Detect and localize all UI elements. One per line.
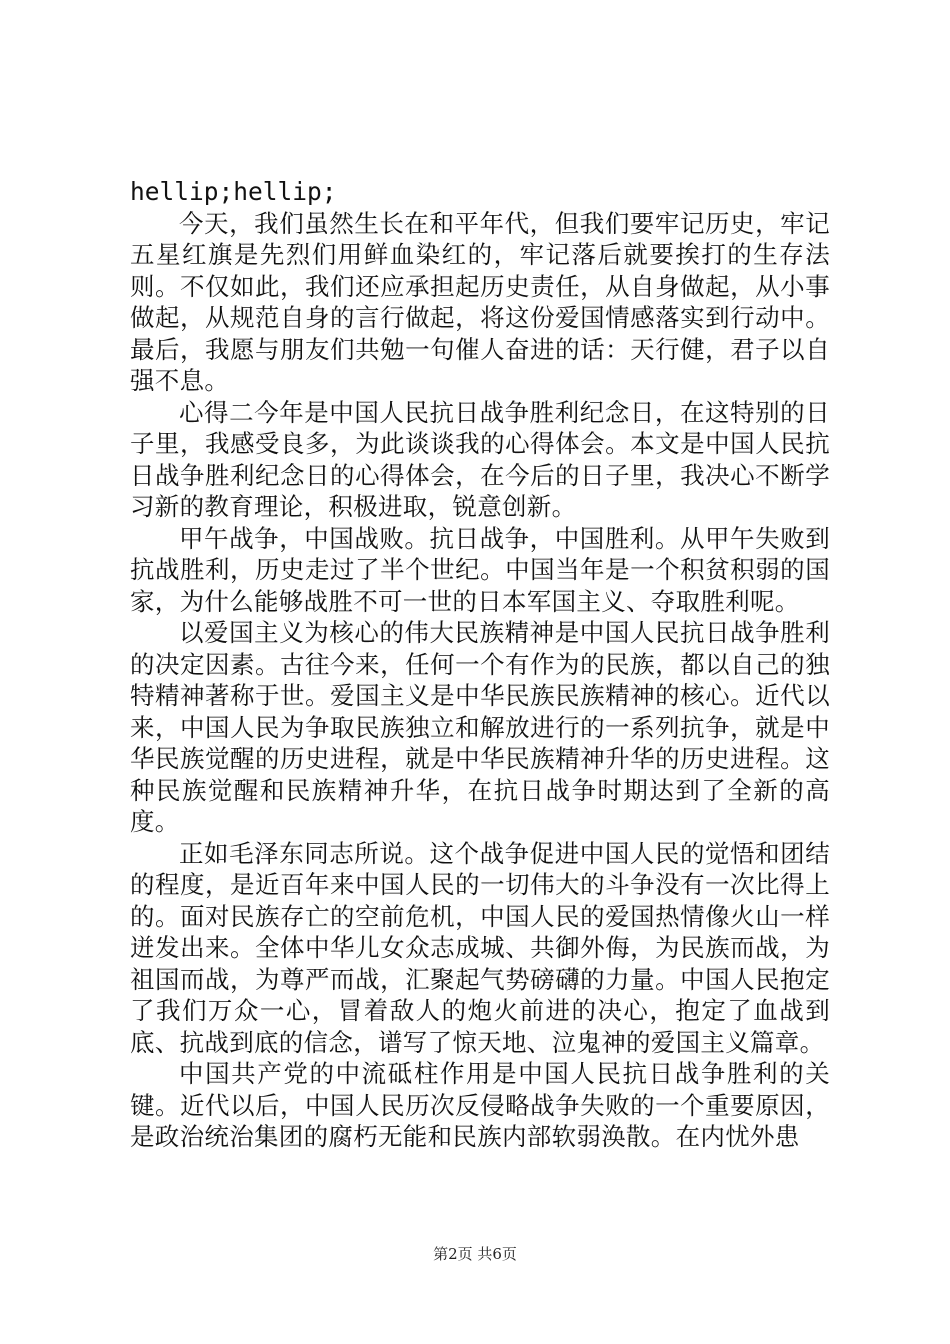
page-number-footer: 第2页 共6页	[433, 1245, 517, 1263]
paragraph-1: 今天，我们虽然生长在和平年代，但我们要牢记历史，牢记五星红旗是先烈们用鲜血染红的，牢记落后就要挨打的生存法则。不仅如此，我们还应承担起历史责任，从自身做起，从小事做起，从规范自身的言行做起，将这份爱国情感落实到行动中。最后，我愿与朋友们共勉一句催人奋进的话：天行健，君子以自强不息。	[130, 208, 830, 395]
paragraph-2: 心得二今年是中国人民抗日战争胜利纪念日，在这特别的日子里，我感受良多，为此谈谈我的心得体会。本文是中国人民抗日战争胜利纪念日的心得体会，在今后的日子里，我决心不断学习新的教育理论，积极进取，锐意创新。	[130, 397, 830, 521]
document-body	[130, 176, 830, 1153]
paragraph-5: 正如毛泽东同志所说。这个战争促进中国人民的觉悟和团结的程度，是近百年来中国人民的一切伟大的斗争没有一次比得上的。面对民族存亡的空前危机，中国人民的爱国热情像火山一样迸发出来。全体中华儿女众志成城、共御外侮，为民族而战，为祖国而战，为尊严而战，汇聚起气势磅礴的力量。中国人民抱定了我们万众一心，冒着敌人的炮火前进的决心，抱定了血战到底、抗战到底的信念，谱写了惊天地、泣鬼神的爱国主义篇章。	[130, 838, 830, 1057]
paragraph-4: 以爱国主义为核心的伟大民族精神是中国人民抗日战争胜利的决定因素。古往今来，任何一个有作为的民族，都以自己的独特精神著称于世。爱国主义是中华民族民族精神的核心。近代以来，中国人民为争取民族独立和解放进行的一系列抗争，就是中华民族觉醒的历史进程，就是中华民族精神升华的历史进程。这种民族觉醒和民族精神升华，在抗日战争时期达到了全新的高度。	[130, 618, 830, 836]
paragraph-3: 甲午战争，中国战败。抗日战争，中国胜利。从甲午失败到抗战胜利，历史走过了半个世纪。中国当年是一个积贫积弱的国家，为什么能够战胜不可一世的日本军国主义、夺取胜利呢。	[130, 523, 830, 616]
paragraph-6: 中国共产党的中流砥柱作用是中国人民抗日战争胜利的关键。近代以后，中国人民历次反侵略战争失败的一个重要原因，是政治统治集团的腐朽无能和民族内部软弱涣散。在内忧外患	[130, 1059, 830, 1151]
paragraph-ellipsis: hellip;hellip;	[130, 177, 337, 206]
